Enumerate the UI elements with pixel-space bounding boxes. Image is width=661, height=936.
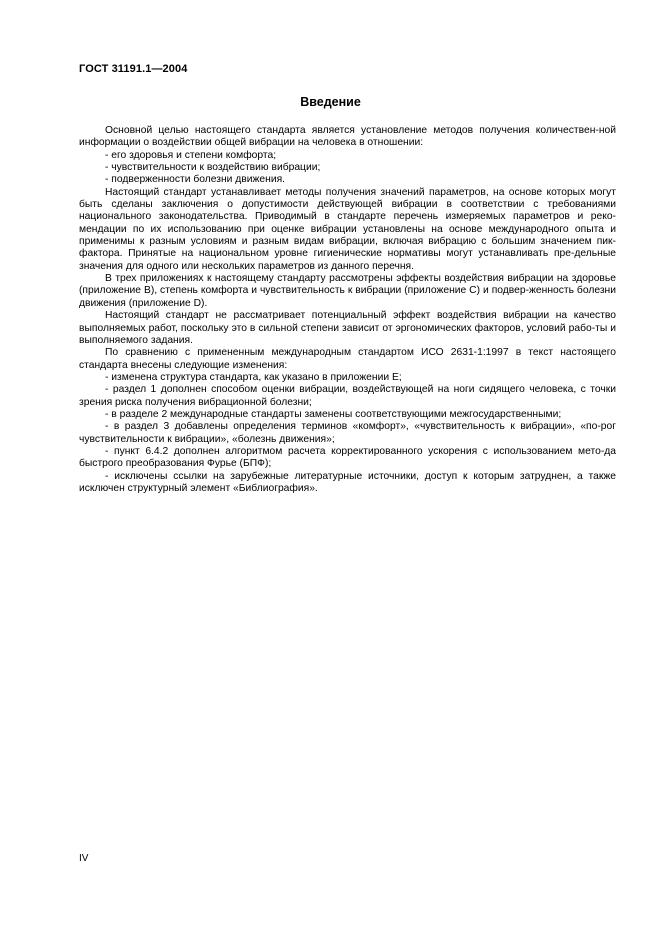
list-item: - в раздел 3 добавлены определения терминов «комфорт», «чувствительность к вибрации», «по-рог чувствительности к вибрации», «болезнь движения»; [79,421,616,445]
list-item: - изменена структура стандарта, как указано в приложении Е; [105,371,402,383]
list-item: - в разделе 2 международные стандарты заменены соответствующими межгосударственными; [105,408,562,420]
list-item: - чувствительности к воздействию вибрации; [105,162,321,174]
page-number: IV [79,853,89,864]
body-text [79,125,616,495]
section-title: Введение [300,95,361,109]
list-item: - раздел 1 дополнен способом оценки вибрации, воздействующей на ноги сидящего человека, с точки зрения риска получения вибрационной болезни; [79,384,616,408]
paragraph-scope: Настоящий стандарт не рассматривает потенциальный эффект воздействия вибрации на качество выполняемых работ, поскольку это в сильной степени зависит от эргономических факторов, условий рабо-ты и выполняемого задания. [79,310,616,346]
list-item: - исключены ссылки на зарубежные литературные источники, доступ к которым затруднен, а также исключен структурный элемент «Библиография». [79,470,616,494]
list-item: - подверженности болезни движения. [105,174,286,186]
paragraph-methods: Настоящий стандарт устанавливает методы получения значений параметров, на основе которых могут быть сделаны заключения о допустимости действующей вибрации в соответствии с требованиями национального законодательства. Приводимый в стандарте перечень измеряемых параметров и реко-мендации по их использованию при оценке вибрации установлены на основе международного опыта и применимы к разным условиям и разным видам вибрации, включая вибрацию с большим значением пик-фактора. Принятые на национальном уровне гигиенические нормативы могут устанавливать пре-дельные значения для одного или нескольких параметров из данного перечня. [79,186,616,272]
paragraph-changes: По сравнению с примененным международным стандартом ИСО 2631-1:1997 в текст настоящего стандарта внесены следующие изменения: [79,347,616,371]
list-item: - его здоровья и степени комфорта; [105,149,277,161]
document-code: ГОСТ 31191.1—2004 [79,63,188,75]
list-item: - пункт 6.4.2 дополнен алгоритмом расчета корректированного ускорения с использованием мето-да быстрого преобразования Фурье (БПФ); [79,445,616,470]
paragraph-intro: Основной целью настоящего стандарта является установление методов получения количествен-ной информации о воздействии общей вибрации на человека в отношении: [79,125,616,149]
paragraph-appendices: В трех приложениях к настоящему стандарту рассмотрены эффекты воздействия вибрации на здоровье (приложение В), степень комфорта и чувствительность к вибрации (приложение С) и подвер-женность болезни движения (приложение D). [79,273,616,309]
